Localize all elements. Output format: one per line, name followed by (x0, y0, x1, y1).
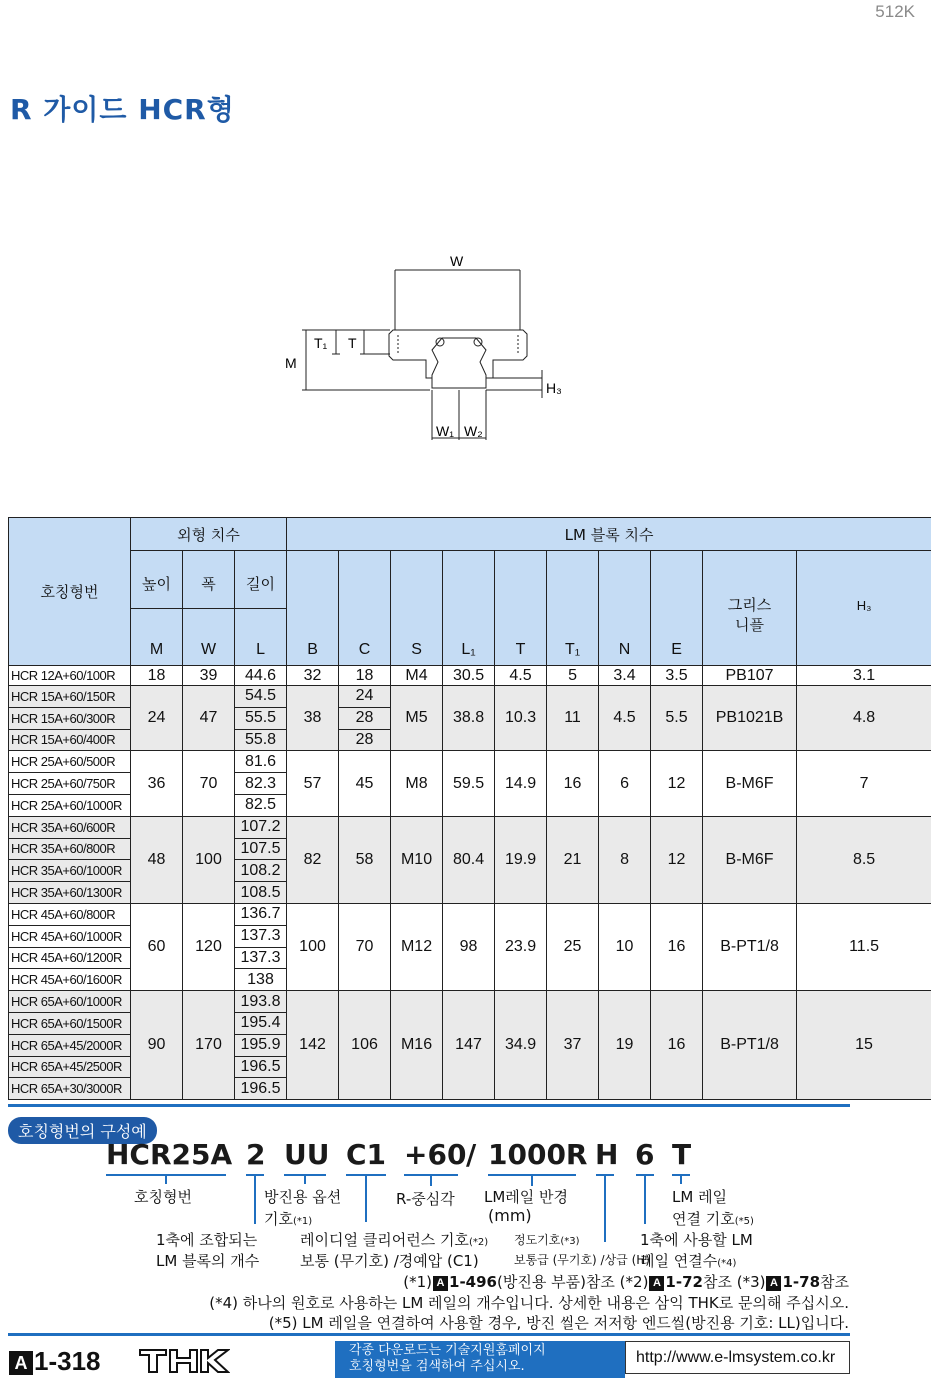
label-accuracy-2: 보통급 (무기호) /상급 (H) (514, 1253, 650, 1267)
cell-C: 24 (339, 686, 391, 708)
cell-W: 170 (183, 991, 235, 1100)
page-ref: A 1-318 (8, 1346, 101, 1377)
cell-C: 28 (339, 707, 391, 729)
table-row (9, 686, 931, 708)
cell-grease: PB107 (703, 666, 797, 686)
ref-a-icon: A (9, 1351, 33, 1375)
code-slash: / (466, 1138, 477, 1171)
download-box (335, 1341, 625, 1378)
cell-W: 39 (183, 666, 235, 686)
model-cell: HCR 25A+60/1000R (9, 794, 131, 816)
col-T: T (495, 551, 547, 666)
cell-S: M16 (391, 991, 443, 1100)
cell-T: 14.9 (495, 751, 547, 816)
cell-M: 48 (131, 816, 183, 903)
cell-C: 70 (339, 903, 391, 990)
code-rails: 6 (635, 1138, 655, 1171)
model-cell: HCR 25A+60/750R (9, 773, 131, 795)
col-C: C (339, 551, 391, 666)
cell-S: M10 (391, 816, 443, 903)
dim-T1: T₁ (314, 335, 328, 351)
cell-H3: 15 (797, 991, 931, 1100)
cell-T: 19.9 (495, 816, 547, 903)
code-joint: T (672, 1138, 692, 1171)
label-r-center: R-중심각 (396, 1190, 455, 1208)
cell-B: 57 (287, 751, 339, 816)
cell-L: 196.5 (235, 1078, 287, 1100)
cell-grease: B-M6F (703, 751, 797, 816)
model-cell: HCR 45A+60/1200R (9, 947, 131, 969)
model-cell: HCR 15A+60/150R (9, 686, 131, 708)
width-header: 폭 (183, 551, 235, 609)
download-line-2: 호칭형번을 검색하여 주십시오. (349, 1359, 525, 1374)
cell-M: 24 (131, 686, 183, 751)
cell-E: 12 (651, 816, 703, 903)
label-radius-1: LM레일 반경 (484, 1188, 569, 1206)
cell-B: 32 (287, 666, 339, 686)
cell-grease: B-PT1/8 (703, 991, 797, 1100)
cell-H3: 3.1 (797, 666, 931, 686)
cell-L: 138 (235, 969, 287, 991)
cell-T1: 5 (547, 666, 599, 686)
cell-L1: 80.4 (443, 816, 495, 903)
cell-M: 60 (131, 903, 183, 990)
model-cell: HCR 35A+60/1000R (9, 860, 131, 882)
cell-T1: 21 (547, 816, 599, 903)
cell-L: 107.2 (235, 816, 287, 838)
model-cell: HCR 45A+60/1600R (9, 969, 131, 991)
page-code: 512K (875, 2, 915, 21)
website-link[interactable]: http://www.e-lmsystem.co.kr (625, 1341, 850, 1374)
dim-W2: W₂ (464, 423, 483, 439)
model-cell: HCR 25A+60/500R (9, 751, 131, 773)
model-cell: HCR 12A+60/100R (9, 666, 131, 686)
height-header: 높이 (131, 551, 183, 609)
spec-body (9, 666, 931, 1100)
divider-top (8, 1104, 850, 1107)
model-cell: HCR 35A+60/800R (9, 838, 131, 860)
note-5: (*5) LM 레일을 연결하여 사용할 경우, 방진 씰은 저저항 엔드씰(방진용 기호: LL)입니다. (268, 1314, 849, 1332)
cell-L: 82.5 (235, 794, 287, 816)
label-radius-2: (mm) (488, 1206, 532, 1225)
table-row (9, 903, 931, 925)
outer-dim-header: 외형 치수 (131, 518, 287, 551)
cell-C: 28 (339, 729, 391, 751)
cell-T: 4.5 (495, 666, 547, 686)
cell-M: 36 (131, 751, 183, 816)
code-accuracy: H (595, 1138, 619, 1171)
cell-T: 23.9 (495, 903, 547, 990)
cell-N: 8 (599, 816, 651, 903)
cell-H3: 8.5 (797, 816, 931, 903)
model-header: 호칭형번 (9, 518, 131, 666)
label-lm-rail-1: LM 레일 (672, 1188, 728, 1206)
table-row (9, 751, 931, 773)
model-cell: HCR 65A+60/1000R (9, 991, 131, 1013)
cell-W: 120 (183, 903, 235, 990)
ref-a-icon: A (433, 1276, 448, 1291)
cell-B: 100 (287, 903, 339, 990)
label-model: 호칭형번 (134, 1188, 192, 1206)
cell-grease: PB1021B (703, 686, 797, 751)
label-lm-rail-2: 연결 기호(*5) (672, 1210, 754, 1228)
model-cell: HCR 35A+60/1300R (9, 882, 131, 904)
cell-T: 10.3 (495, 686, 547, 751)
model-cell: HCR 65A+60/1500R (9, 1012, 131, 1034)
cell-T: 34.9 (495, 991, 547, 1100)
cell-L1: 98 (443, 903, 495, 990)
thk-logo (138, 1346, 230, 1374)
cell-N: 6 (599, 751, 651, 816)
cell-L: 195.4 (235, 1012, 287, 1034)
col-N: N (599, 551, 651, 666)
table-row (9, 666, 931, 686)
label-count-1: 1축에 조합되는 (156, 1231, 258, 1249)
cell-M: 90 (131, 991, 183, 1100)
cell-L: 196.5 (235, 1056, 287, 1078)
download-line-1: 각종 다운로드는 기술지원홈페이지 (349, 1343, 546, 1358)
code-angle: +60 (404, 1138, 467, 1171)
dim-W: W (450, 253, 464, 269)
cell-L: 136.7 (235, 903, 287, 925)
code-model: HCR25A (106, 1138, 233, 1171)
col-B: B (287, 551, 339, 666)
cell-W: 70 (183, 751, 235, 816)
lm-block-header: LM 블록 치수 (287, 518, 931, 551)
label-seal-1: 방진용 옵션 (264, 1188, 342, 1206)
cell-E: 3.5 (651, 666, 703, 686)
model-cell: HCR 15A+60/400R (9, 729, 131, 751)
model-cell: HCR 65A+45/2000R (9, 1034, 131, 1056)
cell-L1: 147 (443, 991, 495, 1100)
cell-H3: 7 (797, 751, 931, 816)
cell-L: 137.3 (235, 947, 287, 969)
cell-E: 12 (651, 751, 703, 816)
cell-N: 19 (599, 991, 651, 1100)
cell-L: 108.5 (235, 882, 287, 904)
length-header: 길이 (235, 551, 287, 609)
cell-T1: 37 (547, 991, 599, 1100)
model-cell: HCR 45A+60/1000R (9, 925, 131, 947)
model-cell: HCR 65A+30/3000R (9, 1078, 131, 1100)
model-cell: HCR 45A+60/800R (9, 903, 131, 925)
note-4: (*4) 하나의 원호로 사용하는 LM 레일의 개수입니다. 상세한 내용은 삼익 THK로 문의해 주십시오. (209, 1294, 849, 1312)
cell-E: 16 (651, 903, 703, 990)
divider-bottom (8, 1333, 850, 1336)
note-refs: (*1) A 1-496(방진용 부품)참조 (*2) A 1-72참조 (*3) A 1-78참조 (403, 1273, 849, 1291)
table-row (9, 816, 931, 838)
example-badge: 호칭형번의 구성예 (8, 1117, 157, 1144)
cell-L: 137.3 (235, 925, 287, 947)
label-accuracy-1: 정도기호(*3) (514, 1233, 580, 1247)
cell-L: 55.8 (235, 729, 287, 751)
cell-grease: B-PT1/8 (703, 903, 797, 990)
code-clearance: C1 (346, 1138, 387, 1171)
cell-H3: 4.8 (797, 686, 931, 751)
cell-N: 10 (599, 903, 651, 990)
col-L1: L₁ (443, 551, 495, 666)
cell-L: 44.6 (235, 666, 287, 686)
cell-N: 3.4 (599, 666, 651, 686)
label-clearance-2: 보통 (무기호) /경예압 (C1) (300, 1252, 479, 1270)
dim-T: T (348, 335, 357, 351)
cell-L1: 38.8 (443, 686, 495, 751)
cell-L: 81.6 (235, 751, 287, 773)
cell-H3: 11.5 (797, 903, 931, 990)
grease-nipple-header: 그리스 니플 (703, 551, 797, 666)
cell-L: 193.8 (235, 991, 287, 1013)
cell-B: 82 (287, 816, 339, 903)
cell-L: 107.5 (235, 838, 287, 860)
code-radius: 1000R (488, 1138, 588, 1171)
col-T1: T₁ (547, 551, 599, 666)
col-M: M (131, 609, 183, 666)
page-title: R 가이드 HCR형 (10, 93, 235, 126)
col-E: E (651, 551, 703, 666)
dim-M: M (285, 355, 297, 371)
cell-grease: B-M6F (703, 816, 797, 903)
cell-L1: 59.5 (443, 751, 495, 816)
cell-T1: 16 (547, 751, 599, 816)
cell-E: 5.5 (651, 686, 703, 751)
cell-T1: 11 (547, 686, 599, 751)
label-clearance-1: 레이디얼 클리어런스 기호(*2) (300, 1231, 489, 1249)
col-W: W (183, 609, 235, 666)
table-row (9, 991, 931, 1013)
code-count: 2 (246, 1138, 266, 1171)
profile-drawing (280, 250, 570, 450)
cell-C: 106 (339, 991, 391, 1100)
label-count-2: LM 블록의 개수 (156, 1252, 260, 1270)
cell-E: 16 (651, 991, 703, 1100)
cell-S: M5 (391, 686, 443, 751)
cell-N: 4.5 (599, 686, 651, 751)
cell-W: 47 (183, 686, 235, 751)
cell-L: 54.5 (235, 686, 287, 708)
cell-C: 45 (339, 751, 391, 816)
cell-S: M4 (391, 666, 443, 686)
code-seal: UU (284, 1138, 330, 1171)
cell-T1: 25 (547, 903, 599, 990)
dim-W1: W₁ (436, 423, 454, 439)
spec-table (8, 517, 931, 1100)
model-cell: HCR 65A+45/2500R (9, 1056, 131, 1078)
ref-a-icon: A (766, 1276, 781, 1291)
cell-L1: 30.5 (443, 666, 495, 686)
label-use-2: 레일 연결수(*4) (640, 1252, 737, 1270)
cell-L: 82.3 (235, 773, 287, 795)
cell-S: M12 (391, 903, 443, 990)
cell-S: M8 (391, 751, 443, 816)
cell-W: 100 (183, 816, 235, 903)
cell-M: 18 (131, 666, 183, 686)
cell-C: 58 (339, 816, 391, 903)
cell-C: 18 (339, 666, 391, 686)
label-seal-2: 기호(*1) (264, 1210, 313, 1228)
model-cell: HCR 35A+60/600R (9, 816, 131, 838)
cell-B: 142 (287, 991, 339, 1100)
col-S: S (391, 551, 443, 666)
ref-a-icon: A (649, 1276, 664, 1291)
cell-L: 108.2 (235, 860, 287, 882)
col-L: L (235, 609, 287, 666)
dim-H3: H₃ (546, 380, 562, 396)
label-use-1: 1축에 사용할 LM (640, 1231, 753, 1249)
col-H3: H₃ (797, 551, 931, 666)
cell-B: 38 (287, 686, 339, 751)
cell-L: 55.5 (235, 707, 287, 729)
model-cell: HCR 15A+60/300R (9, 707, 131, 729)
cell-L: 195.9 (235, 1034, 287, 1056)
